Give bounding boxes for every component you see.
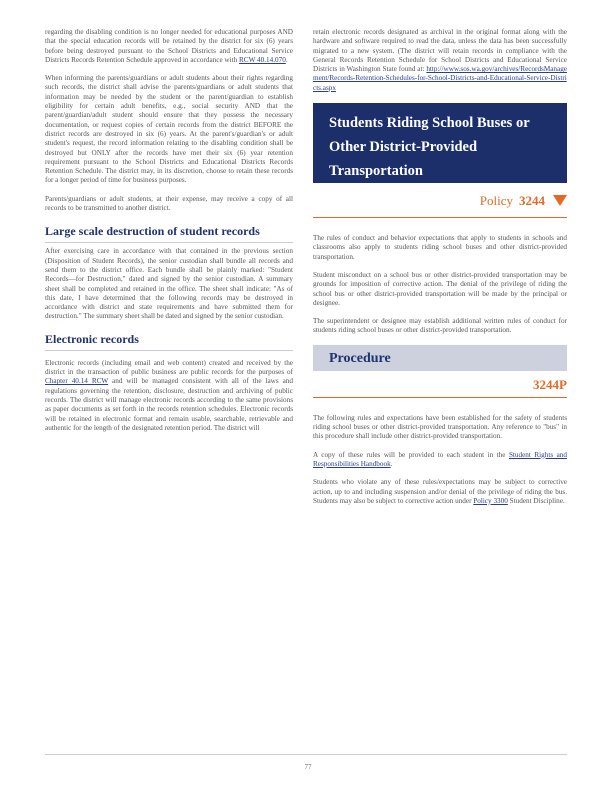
left-paragraph-4: After exercising care in accordance with that contained in the previous section (Disposition of Student Records), the senior custodian shall bundle all records and send them to the district office. Each bundle shall be plainly marked: "Student Records—for Destruction," dated and signed by the senior custodian. A summary sheet shall be completed and retained in the office. The sheet shall indicate: "As of this date, I have determined that the following records may be destroyed in accordance with district and state requirements and have submitted them for destruction." The summary sheet shall be dated and signed by the senior custodian.	[45, 247, 293, 321]
right-paragraph-4: The superintendent or designee may establish additional written rules of conduct for students riding school buses or other district-provided transportation.	[313, 317, 567, 335]
right-paragraph-1: retain electronic records designated as archival in the original format along with the hardware and software required to read the data, unless the data has been successfully migrated to a new system. (The district will retain records in compliance with the General Records Retention Schedule for School Districts and Educational Service Districts in Washington State found at: http://www.sos.wa.gov/archives/RecordsManagement/Records-Retention-Schedules-for-School-Districts-and-Educational-Service-Districts.aspx	[313, 28, 567, 92]
triangle-down-icon	[553, 195, 567, 206]
policy-3300-link[interactable]: Policy 3300	[473, 496, 508, 505]
right-paragraph-3: Student misconduct on a school bus or other district-provided transportation may be grounds for imposition of corrective action. The denial of the privilege of riding the school bus or other district-provided transportation will be made by the principal or designee.	[313, 270, 567, 307]
left-paragraph-3: Parents/guardians or adult students, at their expense, may receive a copy of all records to be transmitted to another district.	[45, 194, 293, 213]
records-retention-schedule-link[interactable]: http://www.sos.wa.gov/archives/RecordsManagement/Records-Retention-Schedules-for-School-Districts-and-Educational-Service-Districts.aspx	[313, 65, 567, 92]
procedure-banner: Procedure	[313, 345, 567, 371]
rcw-40-14-070-link[interactable]: RCW 40.14.070	[239, 55, 286, 64]
right-paragraph-5: The following rules and expectations have been established for the safety of students riding school buses or other district-provided transportation. Any reference to "bus" in this procedure shall include other district-provided transportation.	[313, 413, 567, 441]
electronic-records-heading: Electronic records	[45, 332, 293, 351]
policy-number-line	[313, 193, 567, 218]
right-column	[313, 28, 567, 515]
right-paragraph-6: A copy of these rules will be provided to each student in the Student Rights and Responsibilities Handbook.	[313, 450, 567, 468]
student-rights-handbook-link[interactable]: Student Rights and Responsibilities Handbook	[313, 450, 567, 468]
left-paragraph-5: Electronic records (including email and web content) created and received by the district in the transaction of public business are public records for the purposes of Chapter 40.14 RCW and will be managed consistent with all of the laws and regulations governing the retention, disclosure, destruction and archiving of public records. The district will manage electronic records according to the same provisions as paper documents as set forth in the records retention schedules. Electronic records will be retained in electronic format and remain usable, searchable, retrievable and authentic for the length of the designated retention period. The district will	[45, 358, 293, 432]
left-column	[45, 28, 293, 442]
left-paragraph-2: When informing the parents/guardians or adult students about their rights regarding such records, the district shall advise the parents/guardians or adult students that information may be needed by the student or the parent/guardian to establish eligibility for certain adult benefits, e.g., social security AND that the parent/guardian/adult student should ensure that they possess the necessary documentation, or request copies of certain records from the district BEFORE the district records are destroyed in six (6) years. At the parent's/guardian's or adult student's request, the record information relating to the disabling condition shall be destroyed but ONLY after the records have met their six (6) year retention requirement pursuant to the School Districts and Educational Districts Records Retention Schedule. The district may, in its discretion, choose to retain these records for a longer period of time for business purposes.	[45, 74, 293, 185]
policy-label: Policy	[479, 193, 513, 209]
policy-number: 3244	[519, 193, 545, 209]
footer-divider	[45, 754, 567, 755]
right-paragraph-2: The rules of conduct and behavior expectations that apply to students in schools and classrooms also apply to students riding school buses and other district-provided transportation.	[313, 234, 567, 261]
chapter-40-14-rcw-link[interactable]: Chapter 40.14 RCW	[45, 377, 109, 386]
page-number: 77	[304, 763, 312, 771]
right-paragraph-7: Students who violate any of these rules/expectations may be subject to corrective action, up to and including suspension and/or denial of the privilege of riding the bus. Students may also be subject to corrective action under Policy 3300 Student Discipline.	[313, 478, 567, 505]
procedure-number: 3244P	[313, 377, 567, 398]
large-scale-destruction-heading: Large scale destruction of student records	[45, 224, 293, 243]
policy-title-banner: Students Riding School Buses or Other District-Provided Transportation	[313, 103, 567, 183]
left-paragraph-1: regarding the disabling condition is no longer needed for educational purposes AND that the special education records will be retained by the district for six (6) years before being destroyed pursuant to the School Districts and Educational Service Districts Records Retention Schedule approved in accordance with RCW 40.14.070.	[45, 28, 293, 64]
